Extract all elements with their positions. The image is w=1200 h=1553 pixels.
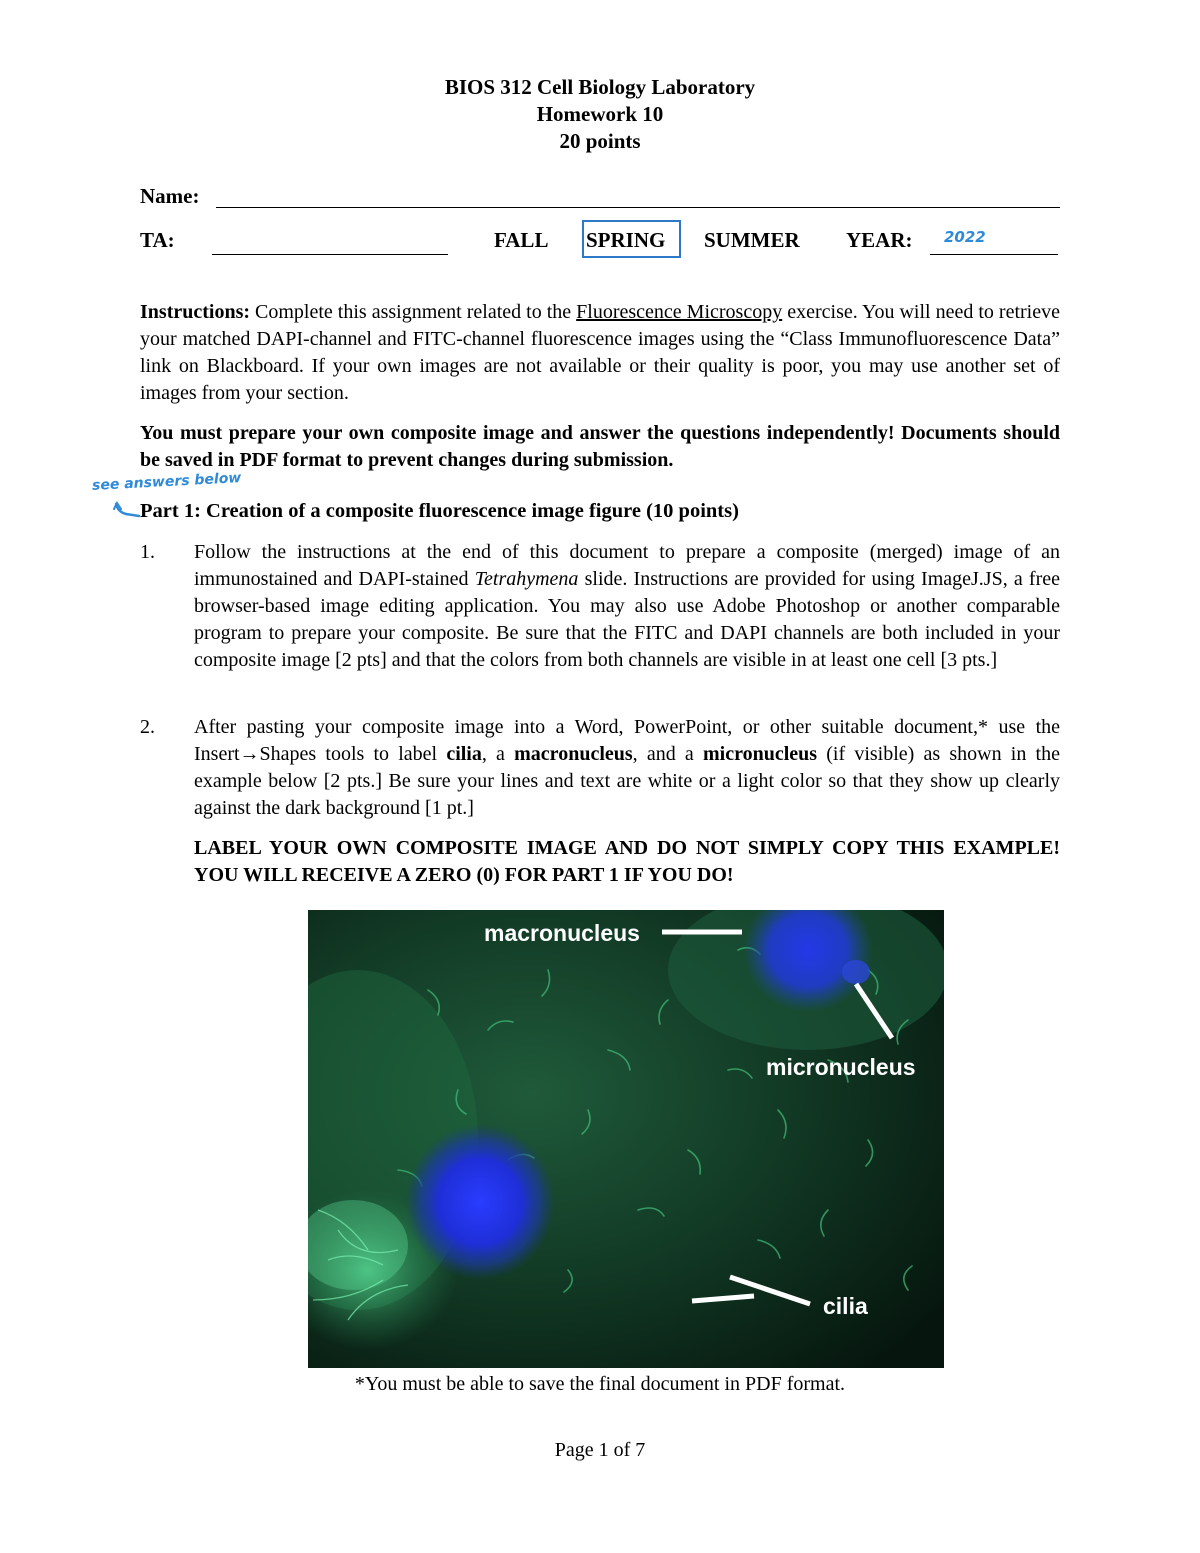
item1-text-a: Follow the instructions at the end of this document to prepare a composite (merged) image of an immunostained and DAPI-stained (194, 541, 1060, 590)
item1-text-b: slide. Instructions are provided for using ImageJ.JS, a free browser-based image editing application. You may also use Adobe Photoshop or another comparable program to prepare your composite. Be sure that the FITC and DAPI channels are both included in your composite image [2 pts] and that the colors from both channels are visible in at least one cell [3 pts.] (194, 568, 1060, 671)
homework-title: Homework 10 (536, 102, 664, 126)
instructions-text-2: exercise. You will need to retrieve your matched DAPI-channel and FITC-channel fluorescence images using the “Class Immunofluorescence Data” link on Blackboard. If your own images are not available or their quality is poor, you may use another set of images from your section. (140, 301, 1060, 404)
page-number: Page 1 of 7 (554, 1439, 646, 1461)
name-row (140, 184, 1060, 212)
term-spring: SPRING (586, 228, 666, 252)
item1-species-name: Tetrahymena (474, 568, 579, 590)
term-fall: FALL (494, 228, 549, 252)
list-item-text (194, 714, 1060, 822)
course-title: BIOS 312 Cell Biology Laboratory (444, 75, 756, 99)
name-field-line[interactable] (216, 207, 1060, 208)
example-fluorescence-image (308, 910, 944, 1368)
spring-selection-box (582, 220, 681, 258)
points-total: 20 points (559, 129, 641, 153)
label-cilia: cilia (823, 1293, 868, 1319)
instructions-text-1: Complete this assignment related to the (250, 301, 577, 323)
item2-text-d: , and a (632, 743, 703, 765)
independent-work-notice: You must prepare your own composite image and answer the questions independently! Documents should be saved in PDF format to prevent changes during submission. (140, 422, 1060, 471)
document-header (0, 74, 1200, 155)
item2-term-cilia: cilia (446, 743, 482, 765)
item2-term-macronucleus: macronucleus (514, 743, 633, 765)
right-arrow-icon: → (239, 743, 260, 765)
term-summer: SUMMER (704, 228, 800, 252)
item2-text-c: , a (481, 743, 515, 765)
fluorescence-micrograph (308, 910, 944, 1368)
year-field-line[interactable] (930, 254, 1058, 255)
copy-warning: LABEL YOUR OWN COMPOSITE IMAGE AND DO NOT SIMPLY COPY THIS EXAMPLE! YOU WILL RECEIVE A ZERO (0) FOR PART 1 IF YOU DO! (194, 837, 1060, 886)
item2-text-a: After pasting your composite image into a Word, PowerPoint, or other suitable document,* use the Insert (194, 716, 1060, 765)
part1-heading: Part 1: Creation of a composite fluorescence image figure (10 points) (140, 500, 739, 522)
list-item-number: 2. (140, 716, 155, 738)
year-label: YEAR: (846, 228, 913, 252)
instructions-label: Instructions: (140, 301, 251, 323)
figure-caption: *You must be able to save the final document in PDF format. (354, 1373, 846, 1395)
instructions-paragraph (140, 299, 1060, 407)
ta-label: TA: (140, 228, 175, 252)
item2-term-micronucleus: micronucleus (703, 743, 818, 765)
ta-field-line[interactable] (212, 254, 448, 255)
handwritten-see-answers-note: see answers below (91, 470, 242, 494)
year-handwritten-value: 2022 (944, 228, 986, 246)
label-micronucleus: micronucleus (766, 1054, 916, 1080)
label-macronucleus: macronucleus (484, 920, 640, 946)
name-label: Name: (140, 184, 200, 208)
list-item-number: 1. (140, 541, 155, 563)
item2-text-b: Shapes tools to label (259, 743, 447, 765)
handwritten-arrow-icon (112, 500, 142, 522)
fluorescence-microscopy-link[interactable]: Fluorescence Microscopy (576, 301, 783, 323)
list-item-text (194, 539, 1060, 674)
item2-text-e: (if visible) as shown in the example below [2 pts.] Be sure your lines and text are white or a light color so that they show up clearly against the dark background [1 pt.] (194, 743, 1060, 819)
